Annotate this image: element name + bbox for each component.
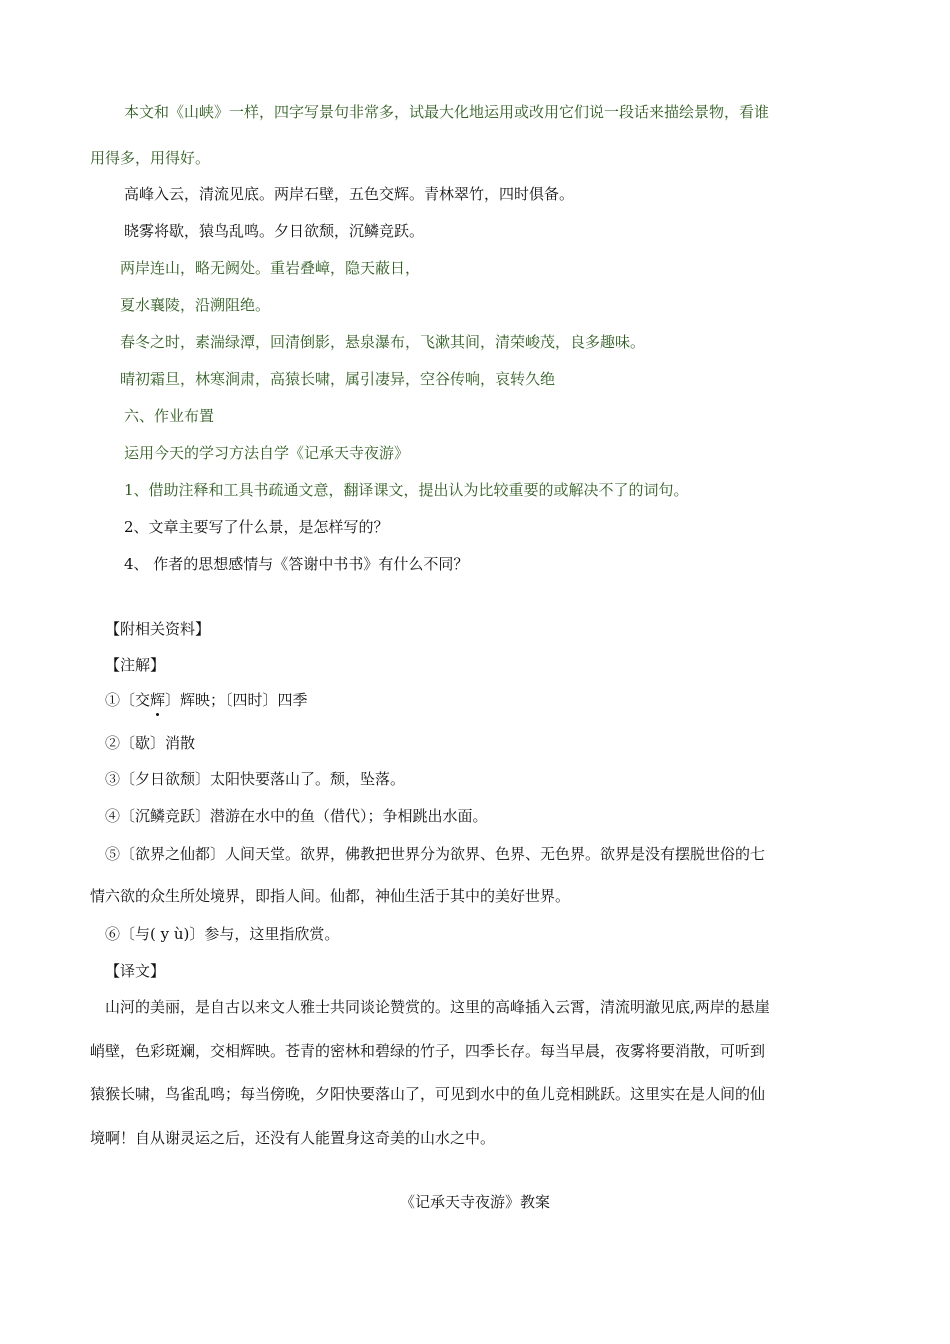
homework-heading: 六、作业布置 (124, 407, 215, 425)
phrase-line: 晓雾将歇，猿鸟乱鸣。夕日欲颓，沉鳞竞跃。 (124, 222, 425, 240)
note-item: ③〔夕日欲颓〕太阳快要落山了。颓，坠落。 (105, 770, 406, 788)
dotted-char-text: 辉 (150, 691, 166, 709)
note1-prefix: ①〔交 (105, 691, 151, 709)
appendix-heading: 【附相关资料】 (105, 620, 211, 638)
note-item: ②〔歇〕消散 (105, 734, 196, 752)
phrase-line: 夏水襄陵，沿溯阻绝。 (120, 296, 271, 314)
note-item (105, 690, 308, 710)
emphasis-dot-icon (156, 713, 159, 716)
note-item: ⑤〔欲界之仙都〕人间天堂。欲界，佛教把世界分为欲界、色界、无色界。欲界是没有摆脱世俗的七 (105, 845, 766, 863)
phrase-line: 晴初霜旦，林寒涧肃，高猿长啸，属引凄异，空谷传响，哀转久绝 (120, 370, 556, 388)
exercise-intro-line1: 本文和《山峡》一样，四字写景句非常多，试最大化地运用或改用它们说一段话来描绘景物，看谁 (124, 103, 770, 121)
homework-item: 1、借助注释和工具书疏通文意，翻译课文，提出认为比较重要的或解决不了的词句。 (124, 481, 689, 499)
note-item-continued: 情六欲的众生所处境界，即指人间。仙都，神仙生活于其中的美好世界。 (90, 887, 571, 905)
translation-line: 境啊！自从谢灵运之后，还没有人能置身这奇美的山水之中。 (90, 1129, 496, 1147)
phrase-line: 高峰入云，清流见底。两岸石壁，五色交辉。青林翠竹，四时俱备。 (124, 185, 575, 203)
translation-line: 猿猴长啸，鸟雀乱鸣；每当傍晚，夕阳快要落山了，可见到水中的鱼儿竞相跳跃。这里实在是人间的仙 (90, 1085, 766, 1103)
homework-intro: 运用今天的学习方法自学《记承天寺夜游》 (124, 444, 410, 462)
next-lesson-title: 《记承天寺夜游》教案 (399, 1193, 550, 1211)
notes-heading: 【注解】 (105, 656, 166, 674)
translation-line: 山河的美丽，是自古以来文人雅士共同谈论赞赏的。这里的高峰插入云霄，清流明澈见底,两岸的悬崖 (105, 998, 770, 1016)
note-item: ④〔沉鳞竞跃〕潜游在水中的鱼（借代）；争相跳出水面。 (105, 807, 488, 825)
note-item: ⑥〔与( y ù)〕参与，这里指欣赏。 (105, 925, 340, 943)
phrase-line: 两岸连山，略无阙处。重岩叠嶂，隐天蔽日， (120, 259, 421, 277)
translation-line: 峭壁，色彩斑斓，交相辉映。苍青的密林和碧绿的竹子，四季长存。每当早晨，夜雾将要消散，可听到 (90, 1042, 766, 1060)
note1-suffix: 〕辉映；〔四时〕四季 (165, 691, 308, 709)
exercise-intro-line2: 用得多，用得好。 (90, 149, 211, 167)
phrase-line: 春冬之时，素湍绿潭，回清倒影，悬泉瀑布，飞漱其间，清荣峻茂，良多趣味。 (120, 333, 646, 351)
translation-heading: 【译文】 (105, 962, 166, 980)
homework-item: 2、文章主要写了什么景，是怎样写的？ (124, 518, 389, 536)
homework-item: 4、 作者的思想感情与《答谢中书书》有什么不同？ (124, 555, 469, 573)
dotted-char (150, 690, 165, 710)
